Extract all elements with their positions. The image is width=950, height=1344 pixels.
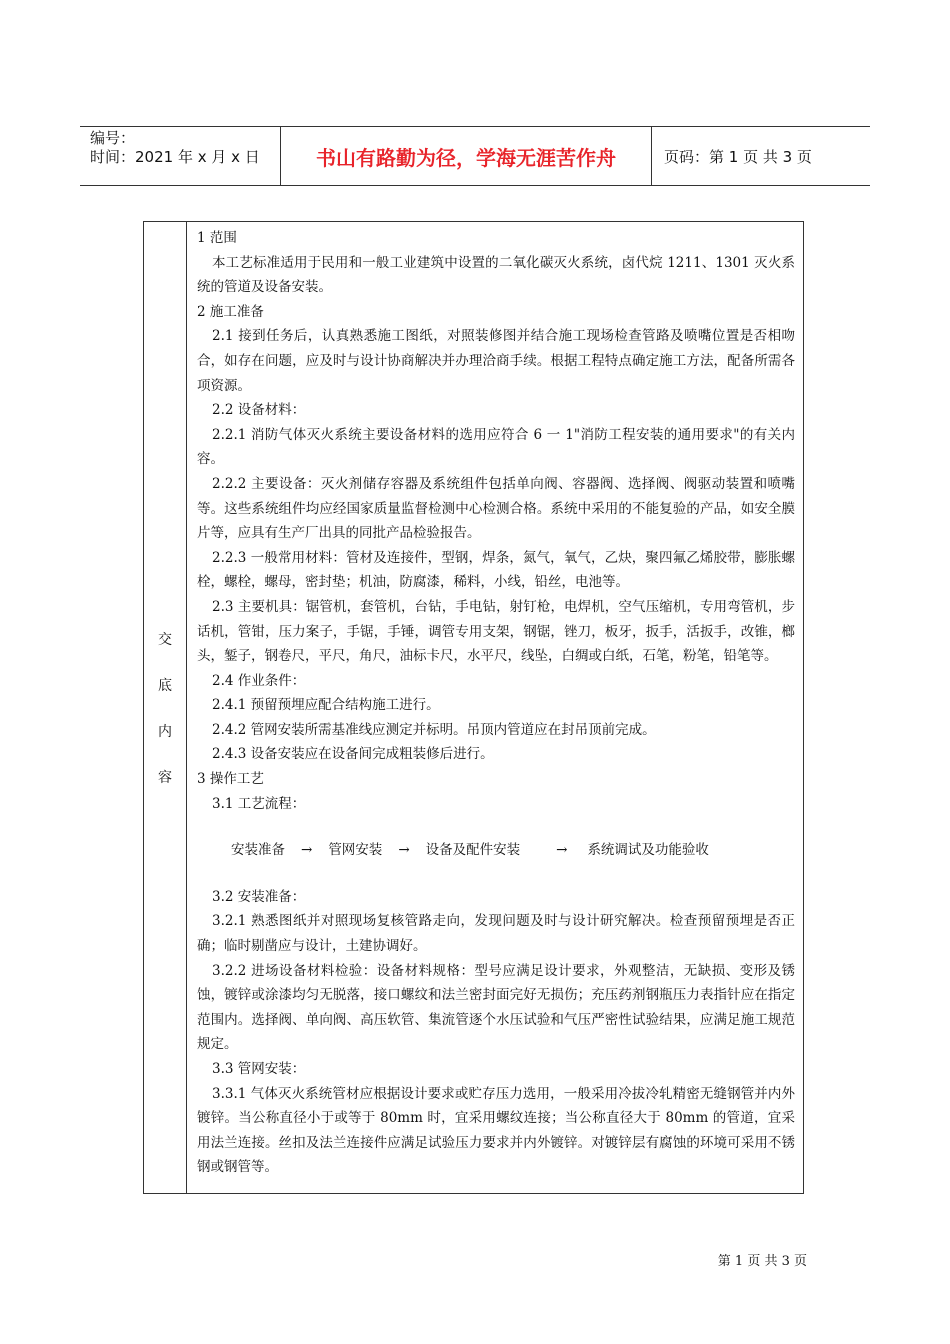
paragraph: 3.2.2 进场设备材料检验：设备材料规格：型号应满足设计要求，外观整洁，无缺损、变形及锈蚀，镀锌或涂漆均匀无脱落，接口螺纹和法兰密封面完好无损伤；充压药剂钢瓶压力表指针应在指定范围内。选择阀、单向阀、高压软管、集流管逐个水压试验和气压严密性试验结果，应满足施工规范规定。 — [197, 962, 795, 1053]
paragraph: 2.4 作业条件： — [212, 672, 306, 689]
paragraph: 3.3 管网安装： — [212, 1061, 306, 1077]
paragraph: 3.2.1 熟悉图纸并对照现场复核管路走向，发现问题及时与设计研究解决。检查预留预埋是否正确；临时剔凿应与设计，土建协调好。 — [197, 913, 795, 955]
paragraph: 本工艺标准适用于民用和一般工业建筑中设置的二氧化碳灭火系统，卤代烷 1211、1301 灭火系统的管道及设备安装。 — [197, 254, 795, 296]
section-heading: 2 施工准备 — [197, 303, 264, 320]
paragraph: 2.3 主要机具：锯管机，套管机，台钻，手电钻，射钉枪，电焊机，空气压缩机，专用弯管机，步话机，管钳，压力案子，手锯，手锤，调管专用支架，钢锯，锉刀，板牙，扳手，活扳手，改锥，榔头，錾子，钢卷尺，平尺，角尺，油标卡尺，水平尺，线坠，白绸或白纸，石笔，粉笔，铅笔等。 — [197, 598, 795, 665]
header-motto: 书山有路勤为径，学海无涯苦作舟 — [281, 127, 652, 185]
section-heading: 3 操作工艺 — [197, 771, 264, 788]
document-date: 时间：2021 年 x 月 x 日 — [90, 148, 260, 166]
paragraph: 2.2 设备材料： — [212, 402, 306, 419]
flow-step: 安装准备 — [231, 842, 285, 859]
flow-arrow-icon: → — [398, 842, 410, 859]
disclosure-table — [143, 221, 804, 1194]
paragraph: 2.1 接到任务后，认真熟悉施工图纸，对照装修图并结合施工现场检查管路及喷嘴位置是否相吻合，如存在问题，应及时与设计协商解决并办理洽商手续。根据工程特点确定施工方法，配备所需各项资源。 — [197, 328, 795, 394]
header-page-info: 页码：第 1 页 共 3 页 — [664, 147, 812, 166]
process-flow — [231, 838, 795, 863]
side-label-column — [144, 222, 187, 1193]
side-label-char: 内 — [158, 723, 172, 740]
paragraph: 3.3.1 气体灭火系统管材应根据设计要求或贮存压力选用，一般采用冷拔冷轧精密无缝钢管并内外镀锌。当公称直径小于或等于 80mm 时，宜采用螺纹连接；当公称直径大于 80mm 的管道，宜采用法兰连接。丝扣及法兰连接件应满足试验压力要求并内外镀锌。对镀锌层有腐蚀的环境可采用不锈钢或钢管等。 — [197, 1085, 795, 1176]
flow-arrow-icon: → — [301, 842, 313, 859]
paragraph: 2.2.2 主要设备：灭火剂储存容器及系统组件包括单向阀、容器阀、选择阀、阀驱动装置和喷嘴等。这些系统组件均应经国家质量监督检测中心检测合格。系统中采用的不能复验的产品，如安全膜片等，应具有生产厂出具的同批产品检验报告。 — [197, 475, 795, 542]
section-heading: 1 范围 — [197, 230, 237, 246]
side-label-char: 底 — [158, 677, 172, 694]
paragraph: 2.4.3 设备安装应在设备间完成粗装修后进行。 — [212, 746, 494, 763]
paragraph: 3.2 安装准备： — [212, 888, 306, 905]
paragraph: 2.2.1 消防气体灭火系统主要设备材料的选用应符合 6 一 1"消防工程安装的通用要求"的有关内容。 — [197, 426, 795, 468]
flow-step: 设备及配件安装 — [425, 842, 521, 859]
flow-step: 管网安装 — [328, 842, 383, 859]
paragraph: 2.4.1 预留预埋应配合结构施工进行。 — [212, 697, 440, 714]
content-body — [187, 222, 803, 1193]
paragraph: 3.1 工艺流程： — [212, 795, 306, 812]
flow-step: 系统调试及功能验收 — [587, 842, 709, 859]
header-meta — [80, 127, 281, 185]
flow-arrow-icon: → — [556, 842, 568, 859]
side-label-char: 容 — [158, 769, 172, 786]
page-footer: 第 1 页 共 3 页 — [717, 1254, 807, 1269]
document-number-label: 编号： — [90, 129, 136, 147]
paragraph: 2.2.3 一般常用材料：管材及连接件，型钢，焊条，氮气，氧气，乙炔，聚四氟乙烯胶带，膨胀螺栓，螺栓，螺母，密封垫；机油，防腐漆，稀料，小线，铅丝，电池等。 — [197, 549, 795, 591]
paragraph: 2.4.2 管网安装所需基准线应测定并标明。吊顶内管道应在封吊顶前完成。 — [212, 721, 656, 738]
page-header — [80, 126, 870, 186]
side-label-char: 交 — [158, 631, 172, 648]
